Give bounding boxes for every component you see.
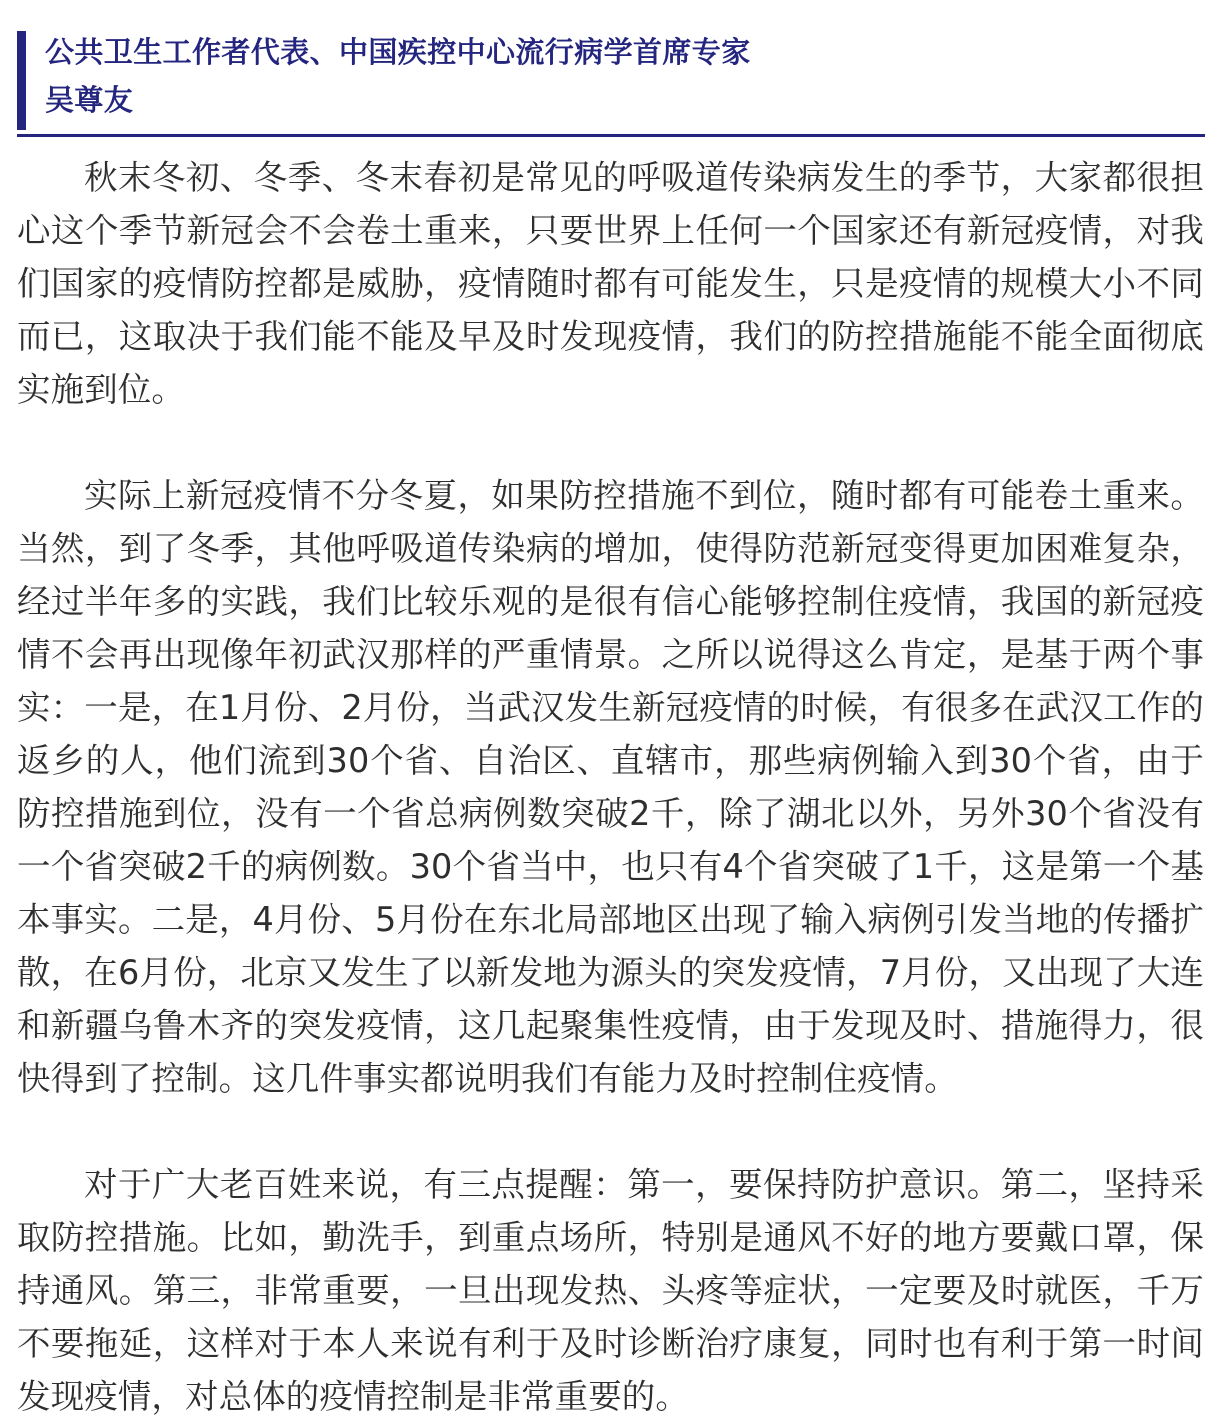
- article-page: [0, 28, 1216, 1416]
- header-title-group: [17, 28, 1205, 124]
- speaker-name-title: 吴尊友: [45, 83, 134, 117]
- body-paragraph-2: 实际上新冠疫情不分冬夏，如果防控措施不到位，随时都有可能卷土重来。当然，到了冬季，其他呼吸道传染病的增加，使得防范新冠变得更加困难复杂，经过半年多的实践，我们比较乐观的是很有信心能够控制住疫情，我国的新冠疫情不会再出现像年初武汉那样的严重情景。之所以说得这么肯定，是基于两个事实：一是，在1月份、2月份，当武汉发生新冠疫情的时候，有很多在武汉工作的返乡的人，他们流到30个省、自治区、直辖市，那些病例输入到30个省，由于防控措施到位，没有一个省总病例数突破2千，除了湖北以外，另外30个省没有一个省突破2千的病例数。30个省当中，也只有4个省突破了1千，这是第一个基本事实。二是，4月份、5月份在东北局部地区出现了输入病例引发当地的传播扩散，在6月份，北京又发生了以新发地为源头的突发疫情，7月份，又出现了大连和新疆乌鲁木齐的突发疫情，这几起聚集性疫情，由于发现及时、措施得力，很快得到了控制。这几件事实都说明我们有能力及时控制住疫情。: [17, 476, 1204, 1098]
- speaker-role-title: 公共卫生工作者代表、中国疾控中心流行病学首席专家: [45, 35, 751, 69]
- article-body: [17, 137, 1204, 1423]
- article-header: [17, 28, 1205, 137]
- body-paragraph-1: 秋末冬初、冬季、冬末春初是常见的呼吸道传染病发生的季节，大家都很担心这个季节新冠会不会卷土重来，只要世界上任何一个国家还有新冠疫情，对我们国家的疫情防控都是威胁，疫情随时都有可能发生，只是疫情的规模大小不同而已，这取决于我们能不能及早及时发现疫情，我们的防控措施能不能全面彻底实施到位。: [17, 158, 1204, 409]
- body-paragraph-3: 对于广大老百姓来说，有三点提醒：第一，要保持防护意识。第二，坚持采取防控措施。比如，勤洗手，到重点场所，特别是通风不好的地方要戴口罩，保持通风。第三，非常重要，一旦出现发热、头疼等症状，一定要及时就医，千万不要拖延，这样对于本人来说有利于及时诊断治疗康复，同时也有利于第一时间发现疫情，对总体的疫情控制是非常重要的。: [17, 1165, 1204, 1416]
- header-accent-bar: [17, 31, 26, 130]
